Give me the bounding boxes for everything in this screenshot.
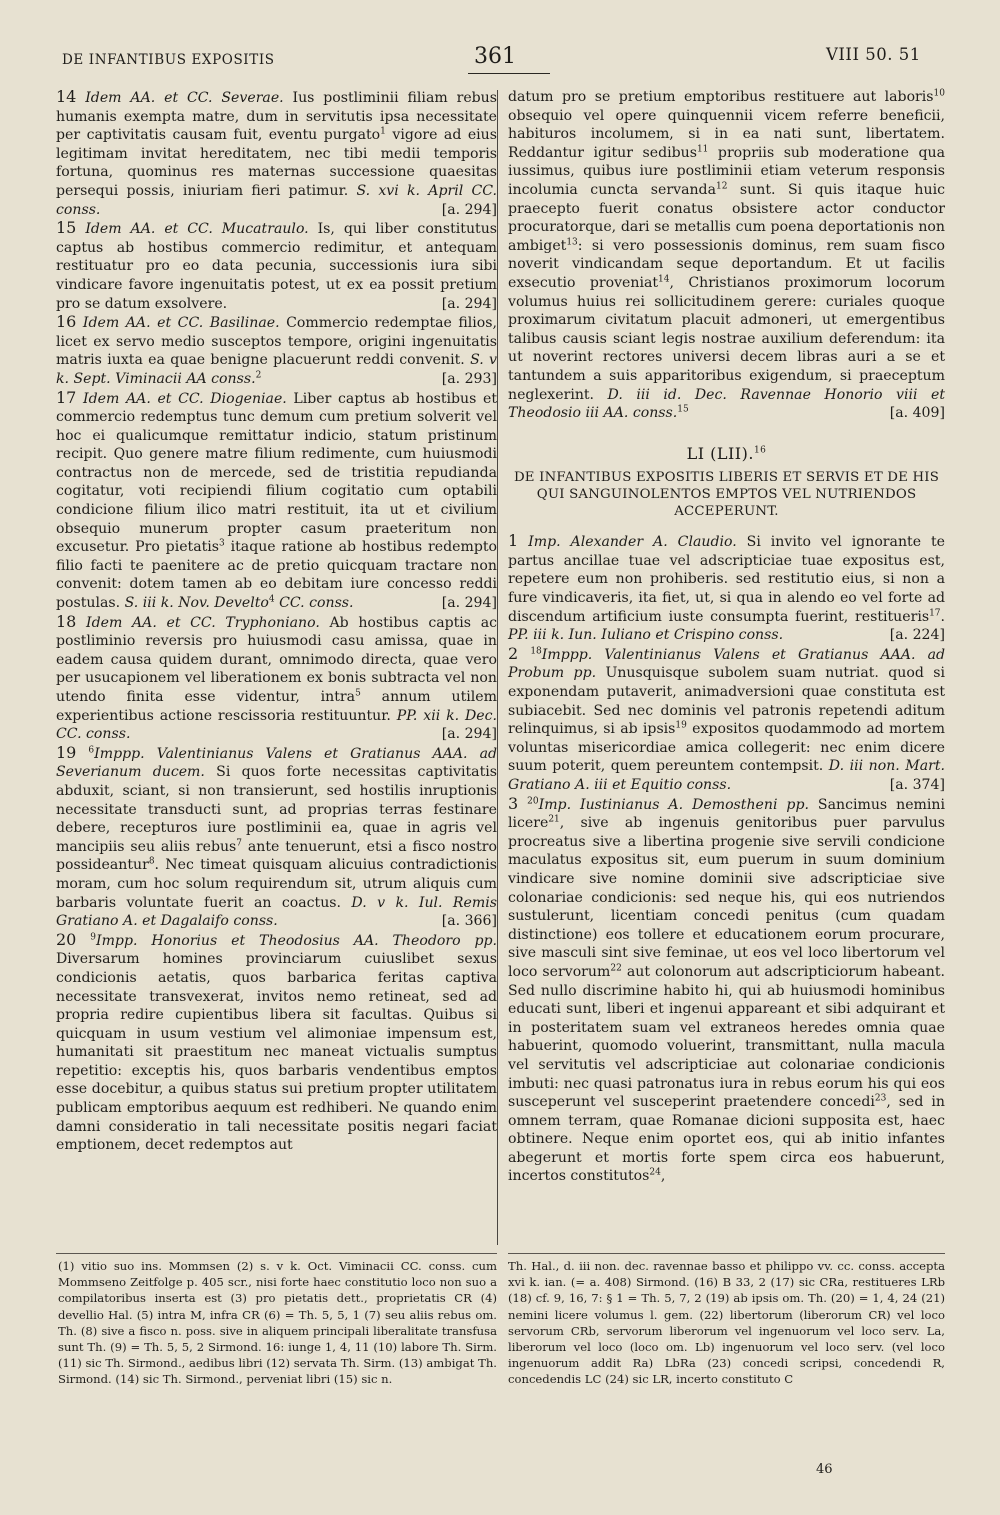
constitution-3: 3 $^{20}$Imp. Iustinianus A. Demostheni pp. Sancimus nemini licere$^{21}$, sive ab ingenuis genitoribus puer parvulus procreatus sive a libertina progenie sive servili condicione maculatus expositus sit, eum puerum in suum dominium vindicare sive nomine dominii sive adscripticiae sive colonariae condicionis: sed neque his, qui eos nutriendos sustulerunt, licentiam concedi penitus (cum quadam distinctione) eos tollere et educationem eorum procurare, sive masculi sint sive feminae, ut eos vel loco libertorum vel loco servorum$^{22}$ aut colonorum aut adscripticiorum habeant. Sed nullo discrimine habito hi, qui ab huiusmodi hominibus educati sunt, liberi et ingenui appareant et sibi adquirant et in posteritatem suam vel extraneos heredes omnia quae habuerint, quomodo voluerint, transmittant, nulla macula vel servitutis vel adscripticiae aut colonariae condicionis imbuti: nec quasi patronatus iura in rebus eorum his qui eos susceperunt vel susceperint praetendere concedi$^{23}$, sed in omnem terram, quae Romanae dicioni supposita est, haec obtinere. Neque enim oportet eos, qui ab initio infantes abegerunt et mortis forte spem circa eos habuerunt, incertos constitutos$^{24}$,: [508, 793, 945, 1185]
year-ref: [a. 366]: [441, 913, 497, 930]
year-ref: [a. 294]: [441, 595, 497, 612]
constitution-1: 1 Imp. Alexander A. Claudio. Si invito vel ignorante te partus ancillae tuae vel adscripticiae tuae expositus est, repetere eum non prohiberis. sed restitutio eius, si non a fure vindicaveris, ita fiet, ut, si qua in alendo eo vel forte ad discendum artificium iuste consumpta fuerint, restitueris$^{17}$. PP. iii k. Iun. Iuliano et Crispino conss. [a. 224]: [508, 531, 945, 644]
constitution-19: 19 $^6$Imppp. Valentinianus Valens et Gratianus AAA. ad Severianum ducem. Si quos forte necessitas captivitatis abduxit, sciant, si non transierunt, sed hostilis inruptionis necessitate transducti sunt, ad proprias terras festinare debere, recepturos iure postliminii ea, quae in agris vel mancipiis seu aliis rebus$^7$ ante tenuerunt, etsi a fisco nostro possideantur$^8$. Nec timeat quisquam alicuius contradictionis moram, cum hoc solum requirendum sit, utrum aliquis cum barbaris voluntate fuerit an coactus. D. v k. Iul. Remis Gratiano A. et Dagalaifo conss. [a. 366]: [56, 742, 497, 930]
running-head-section: VIII 50. 51: [826, 45, 921, 64]
year-ref: [a. 294]: [441, 726, 497, 743]
constitution-15: 15 Idem AA. et CC. Mucatraulo. Is, qui liber constitutus captus ab hostibus commercio redimitur, et antequam restituatur pro eo data pecunia, successionis iura sibi vindicare favore ingenuitatis potest, ut ex ea possit pretium pro se datum exsolvere. [a. 294]: [56, 218, 498, 312]
running-head-title: DE INFANTIBUS EXPOSITIS: [62, 52, 275, 68]
year-ref: [a. 294]: [441, 201, 497, 218]
right-column: [508, 88, 945, 1186]
footnote-rule: [56, 1253, 497, 1254]
footnotes-right: Th. Hal., d. iii non. dec. ravennae basso et philippo vv. cc. conss. accepta xvi k. ian. (= a. 408) Sirmond. (16) B 33, 2 (17) sic CRa, restitueres LRb (18) cf. 9, 16, 7: § 1 = Th. 5, 7, 2 (19) ab ipsis om. Th. (20) = 1, 4, 24 (21) nemini licere volumus l. gem. (22) libertorum (liberorum CR) vel loco servorum CRb, servorum liberorum vel ingenuorum vel loco serv. La, liberorum vel loco (loco om. Lb) ingenuorum vel loco serv. (vel loco ingenuorum addit Ra) LbRa (23) concedi scripsi, concedendi R, concedendis LC (24) sic LR, incerto constituto C: [508, 1259, 945, 1387]
constitution-17: 17 Idem AA. et CC. Diogeniae. Liber captus ab hostibus et commercio redemptus tunc demum cum pretium solverit vel hoc ei qualicumque remittatur indicio, statum pristinum recipit. Quo genere matre filium redimente, cum huiusmodi contractus non de mercede, sed de tristitia repudianda cogitatur, voti recipiendi filium cogitatio cum optabili condicione filium ilico matri restituit, ita ut et civilium obsequio munerum propter casum praeteritum non excusetur. Pro pietatis$^3$ itaque ratione ab hostibus redempto filio facti te paenitere ac de pretio quicquam tractare non convenit: dotem tamen ab eo debitam iure concesso reddi postulas. S. iii k. Nov. Develto$^4$ CC. conss. [a. 294]: [56, 387, 498, 612]
constitution-20-continued: datum pro se pretium emptoribus restituere aut laboris$^{10}$ obsequio vel opere quinquennii vicem referre beneficii, habituros incolumem, si in ea nati sunt, libertatem. Reddantur igitur sedibus$^{11}$ propriis sub moderatione qua iussimus, quibus iure postliminii etiam veterum responsis incolumia cuncta servanda$^{12}$ sunt. Si quis itaque huic praecepto fuerit conatus obsistere actor conductor procuratorque, dari se metallis cum poena deportationis non ambiget$^{13}$: si vero possessionis dominus, rem suam fisco noverit vindicandam seque deportandum. Et ut facilis exsecutio proveniat$^{14}$, Christianos proximorum locorum volumus huius rei sollicitudinem gerere: curiales quoque proximarum civitatum placuit admoneri, ut emergentibus talibus causis sciant legis nostrae auxilium deferendum: ita ut noverint rectores universi decem libras auri a se et tantundem a suis apparitoribus exigendum, si praeceptum neglexerint. D. iii id. Dec. Ravennae Honorio viii et Theodosio iii AA. conss.$^{15}$ [a. 409]: [508, 88, 946, 422]
year-ref: [a. 294]: [441, 295, 497, 312]
year-ref: [a. 409]: [889, 405, 945, 422]
column-divider: [497, 90, 498, 1245]
title-number: LI (LII).$^{16}$: [686, 443, 767, 463]
constitution-14: 14 Idem AA. et CC. Severae. Ius postliminii filiam rebus humanis exempta matre, dum in servitutis ipsa necessitate per captivitatis causam fuit, eventu purgato$^1$ vigore ad eius legitimam invitat hereditatem, nec tibi medii temporis fortuna, quominus res maternas successione quaesitas persequi possis, iniuriam fieri patimur. S. xvi k. April CC. conss. [a. 294]: [56, 87, 497, 218]
header-rule: [468, 73, 550, 74]
constitution-2: 2 $^{18}$Imppp. Valentinianus Valens et Gratianus AAA. ad Probum pp. Unusquisque subolem suam nutriat. quod si exponendam putaverit, animadversioni quae constituta est subiacebit. Sed nec dominis vel patronis repetendi aditum relinquimus, si ab ipsis$^{19}$ expositos quodammodo ad mortem voluntas misericordiae amica collegerit: nec enim dicere suum poterit, quem pereuntem contempsit. D. iii non. Mart. Gratiano A. iii et Equitio conss. [a. 374]: [508, 643, 946, 793]
year-ref: [a. 293]: [441, 370, 497, 387]
page-number: 361: [474, 44, 516, 69]
footnote-rule: [508, 1253, 945, 1254]
constitution-18: 18 Idem AA. et CC. Tryphoniano. Ab hostibus captis ac postliminio reversis pro huiusmodi casu amissa, quae in eadem causa quidem durant, omnimodo directa, quae vero per usucapionem vel liberationem ex bonis subtracta vel non utendo finita esse videntur, intra$^5$ annum utilem experientibus actione rescissoria restituuntur. PP. xii k. Dec. CC. conss. [a. 294]: [56, 611, 497, 743]
year-ref: [a. 374]: [889, 777, 945, 793]
year-ref: [a. 224]: [889, 627, 945, 644]
constitution-20: 20 $^9$Impp. Honorius et Theodosius AA. Theodoro pp. Diversarum homines provinciarum cuiuslibet sexus condicionis aetatis, quos barbarica feritas captiva necessitate transvexerat, invitos nemo retineat, sed ad propria redire cupientibus libera sit facultas. Quibus si quicquam in usum vestium vel alimoniae impensum est, humanitati sit praestitum nec maneat victualis sumptus repetitio: exceptis his, quos barbaris vendentibus emptos esse docebitur, a quibus status sui pretium propter utilitatem publicam emptoribus aequum est redhiberi. Ne quando enim damni consideratio in tali necessitate positis negari faciat emptionem, decet redemptos aut: [56, 929, 497, 1154]
section-title: DE INFANTIBUS EXPOSITIS LIBERIS ET SERVIS ET DE HIS QUI SANGUINOLENTOS EMPTOS VEL NUTRIENDOS ACCEPERUNT.: [513, 470, 940, 520]
footnotes-left: (1) vitio suo ins. Mommsen (2) s. v k. Oct. Viminacii CC. conss. cum Mommseno Zeitfolge p. 405 scr., nisi forte haec constitutio loco non suo a compilatoribus inserta est (3) pro pietatis dett., proprietatis CR (4) devellio Hal. (5) intra M, infra CR (6) = Th. 5, 5, 1 (7) seu aliis rebus om. Th. (8) sive a fisco n. poss. sive in aliquem principali liberalitate transfusa sunt Th. (9) = Th. 5, 5, 2 Sirmond. 16: iunge 1, 4, 11 (10) labore Th. Sirm. (11) sic Th. Sirmond., aedibus libri (12) servata Th. Sirm. (13) ambigat Th. Sirmond. (14) sic Th. Sirmond., perveniat libri (15) sic n.: [58, 1259, 497, 1387]
signature-mark: 46: [816, 1462, 833, 1477]
left-column: [56, 88, 497, 1155]
constitution-16: 16 Idem AA. et CC. Basilinae. Commercio redemptae filios, licet ex servo medio susceptos tempore, origini ingenuitatis matris iuxta ea quae benigne placuerunt reddi convenit. S. v k. Sept. Viminacii AA conss.$^2$ [a. 293]: [56, 312, 498, 387]
